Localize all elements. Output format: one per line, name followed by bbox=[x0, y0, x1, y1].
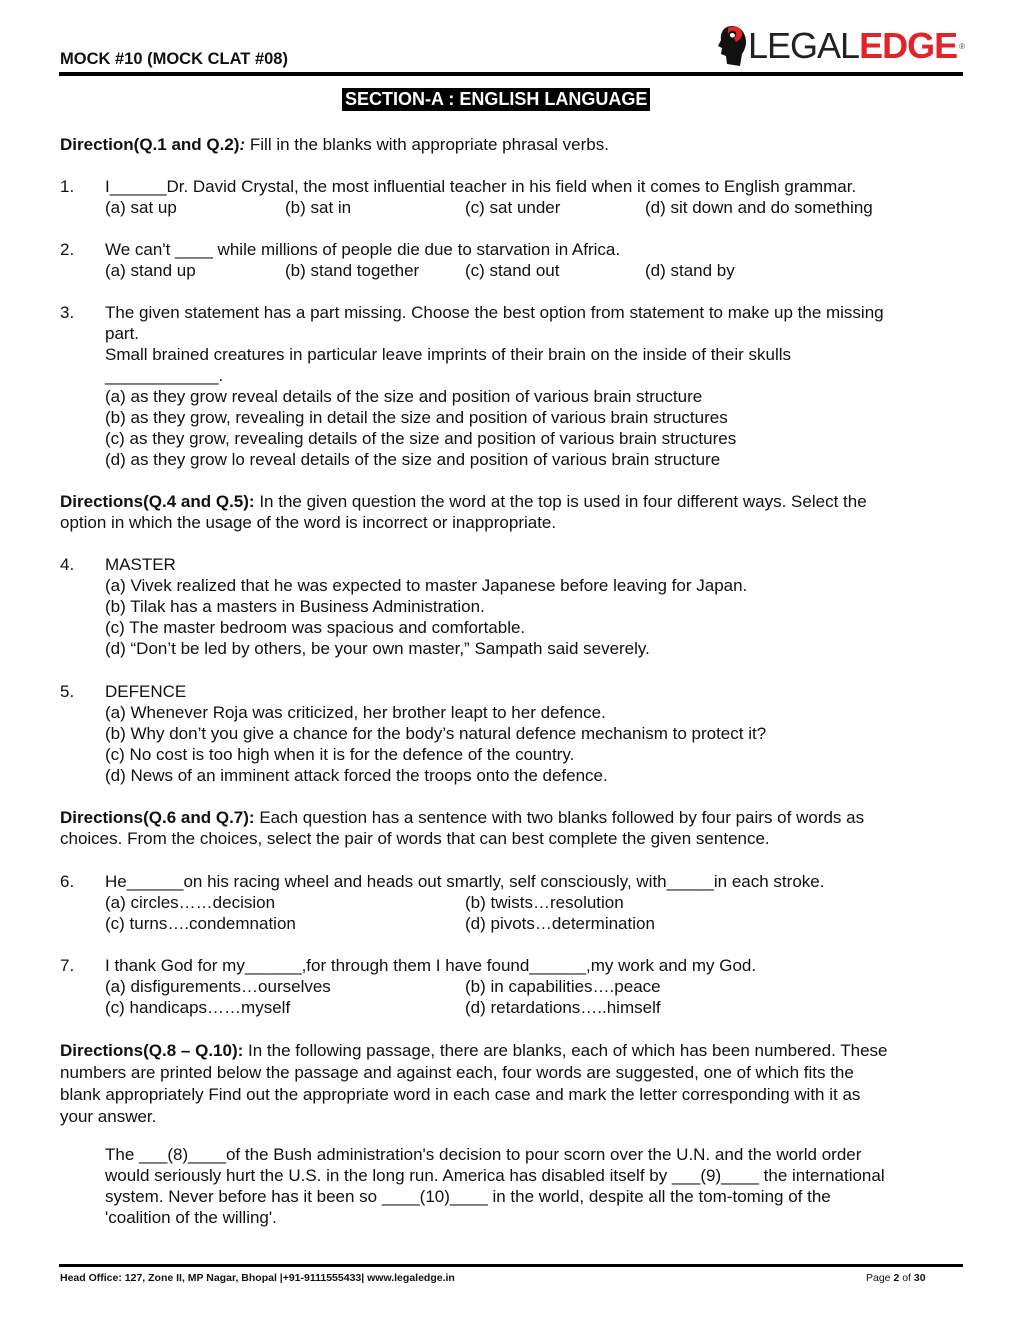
question-number: 1. bbox=[60, 177, 75, 196]
question-number: 3. bbox=[60, 303, 75, 322]
page-number: 2 bbox=[893, 1272, 900, 1284]
option-d[interactable]: (d) retardations…..himself bbox=[465, 998, 661, 1017]
option-b[interactable]: (b) sat in bbox=[285, 198, 352, 217]
direction-colon: : bbox=[239, 135, 246, 154]
option-d[interactable]: (d) “Don’t be led by others, be your own master,” Sampath said severely. bbox=[105, 639, 650, 658]
question-number: 2. bbox=[60, 240, 75, 259]
header-rule bbox=[59, 72, 963, 76]
option-a[interactable]: (a) circles……decision bbox=[105, 893, 276, 912]
direction-q6-q7 bbox=[60, 807, 864, 828]
direction-label: Direction(Q.1 and Q.2) bbox=[60, 135, 240, 154]
passage-text: system. Never before has it been so bbox=[105, 1187, 382, 1206]
option-b[interactable]: (b) Why don’t you give a chance for the body’s natural defence mechanism to protect it? bbox=[105, 724, 767, 743]
question-stem: He______on his racing wheel and heads out smartly, self consciously, with_____in each stroke. bbox=[105, 872, 825, 891]
direction-q8-q10 bbox=[60, 1040, 888, 1061]
direction-text-line3: blank appropriately Find out the appropriate word in each case and mark the letter corresponding with it as bbox=[60, 1085, 861, 1104]
mock-title: MOCK #10 (MOCK CLAT #08) bbox=[60, 50, 288, 68]
direction-text: Fill in the blanks with appropriate phrasal verbs. bbox=[245, 135, 609, 154]
option-a[interactable]: (a) stand up bbox=[105, 261, 196, 280]
direction-text: In the given question the word at the top is used in four different ways. Select the bbox=[254, 492, 867, 511]
question-stem: I thank God for my______,for through them I have found______,my work and my God. bbox=[105, 956, 757, 975]
option-a[interactable]: (a) Vivek realized that he was expected to master Japanese before leaving for Japan. bbox=[105, 576, 748, 595]
question-stem-line1: The given statement has a part missing. Choose the best option from statement to make up the missing bbox=[105, 303, 884, 322]
question-stem-line3: Small brained creatures in particular leave imprints of their brain on the inside of their skulls bbox=[105, 345, 791, 364]
registered-mark: ® bbox=[959, 41, 966, 51]
footer-rule bbox=[59, 1264, 963, 1267]
question-stem: We can't ____ while millions of people die due to starvation in Africa. bbox=[105, 240, 621, 259]
head-silhouette-icon bbox=[718, 24, 748, 68]
question-word: MASTER bbox=[105, 555, 176, 574]
option-d[interactable]: (d) sit down and do something bbox=[645, 198, 873, 217]
passage-line1: The ___(8)____of the Bush administration's decision to pour scorn over the U.N. and the world order bbox=[105, 1145, 862, 1164]
section-title: SECTION-A : ENGLISH LANGUAGE bbox=[342, 88, 650, 111]
direction-text-line4: your answer. bbox=[60, 1107, 157, 1126]
direction-text: Each question has a sentence with two blanks followed by four pairs of words as bbox=[254, 808, 865, 827]
blank-10: ____(10)____ bbox=[381, 1187, 488, 1206]
option-a[interactable]: (a) Whenever Roja was criticized, her brother leapt to her defence. bbox=[105, 703, 606, 722]
direction-text-line2: choices. From the choices, select the pair of words that can best complete the given sentence. bbox=[60, 829, 770, 848]
page-prefix: Page bbox=[866, 1272, 894, 1284]
footer-address: Head Office: 127, Zone II, MP Nagar, Bhopal |+91-9111555433| www.legaledge.in bbox=[60, 1272, 455, 1284]
passage-line2: would seriously hurt the U.S. in the long run. America has disabled itself by ___(9)____ the international bbox=[105, 1166, 885, 1185]
logo-legal-text: LEGAL bbox=[748, 25, 860, 66]
passage-line3 bbox=[105, 1186, 831, 1207]
direction-text: In the following passage, there are blanks, each of which has been numbered. These bbox=[243, 1041, 888, 1060]
option-c[interactable]: (c) The master bedroom was spacious and comfortable. bbox=[105, 618, 526, 637]
option-d[interactable]: (d) as they grow lo reveal details of the size and position of various brain structure bbox=[105, 450, 721, 469]
question-word: DEFENCE bbox=[105, 682, 187, 701]
direction-text-line2: numbers are printed below the passage and against each, four words are suggested, one of which fits the bbox=[60, 1063, 854, 1082]
question-stem: I______Dr. David Crystal, the most influential teacher in his field when it comes to English grammar. bbox=[105, 177, 857, 196]
option-b[interactable]: (b) in capabilities….peace bbox=[465, 977, 661, 996]
option-a[interactable]: (a) disfigurements…ourselves bbox=[105, 977, 331, 996]
page-total: 30 bbox=[913, 1272, 926, 1284]
question-number: 5. bbox=[60, 682, 75, 701]
page-indicator bbox=[866, 1272, 926, 1284]
option-d[interactable]: (d) stand by bbox=[645, 261, 735, 280]
legaledge-logo bbox=[718, 22, 965, 70]
question-blank: ____________. bbox=[105, 366, 224, 385]
direction-q1-q2 bbox=[60, 134, 609, 155]
option-c[interactable]: (c) No cost is too high when it is for the defence of the country. bbox=[105, 745, 575, 764]
direction-label: Directions(Q.6 and Q.7): bbox=[60, 808, 255, 827]
option-b[interactable]: (b) as they grow, revealing in detail the size and position of various brain structures bbox=[105, 408, 728, 427]
direction-text-line2: option in which the usage of the word is incorrect or inappropriate. bbox=[60, 513, 557, 532]
option-c[interactable]: (c) handicaps……myself bbox=[105, 998, 291, 1017]
question-number: 4. bbox=[60, 555, 75, 574]
option-a[interactable]: (a) as they grow reveal details of the size and position of various brain structure bbox=[105, 387, 703, 406]
direction-label: Directions(Q.8 – Q.10): bbox=[60, 1041, 244, 1060]
option-b[interactable]: (b) stand together bbox=[285, 261, 420, 280]
page-of: of bbox=[899, 1272, 914, 1284]
option-b[interactable]: (b) Tilak has a masters in Business Administration. bbox=[105, 597, 485, 616]
question-number: 7. bbox=[60, 956, 75, 975]
question-stem-line2: part. bbox=[105, 324, 140, 343]
option-a[interactable]: (a) sat up bbox=[105, 198, 177, 217]
question-number: 6. bbox=[60, 872, 75, 891]
direction-q4-q5 bbox=[60, 491, 867, 512]
passage-text: in the world, despite all the tom-toming of the bbox=[487, 1187, 831, 1206]
option-d[interactable]: (d) News of an imminent attack forced the troops onto the defence. bbox=[105, 766, 608, 785]
option-c[interactable]: (c) as they grow, revealing details of the size and position of various brain structures bbox=[105, 429, 737, 448]
direction-label: Directions(Q.4 and Q.5): bbox=[60, 492, 255, 511]
option-b[interactable]: (b) twists…resolution bbox=[465, 893, 624, 912]
option-c[interactable]: (c) turns….condemnation bbox=[105, 914, 296, 933]
passage-line4: 'coalition of the willing'. bbox=[105, 1208, 277, 1227]
option-c[interactable]: (c) sat under bbox=[465, 198, 561, 217]
logo-edge-text: EDGE bbox=[859, 25, 958, 66]
option-d[interactable]: (d) pivots…determination bbox=[465, 914, 655, 933]
option-c[interactable]: (c) stand out bbox=[465, 261, 560, 280]
